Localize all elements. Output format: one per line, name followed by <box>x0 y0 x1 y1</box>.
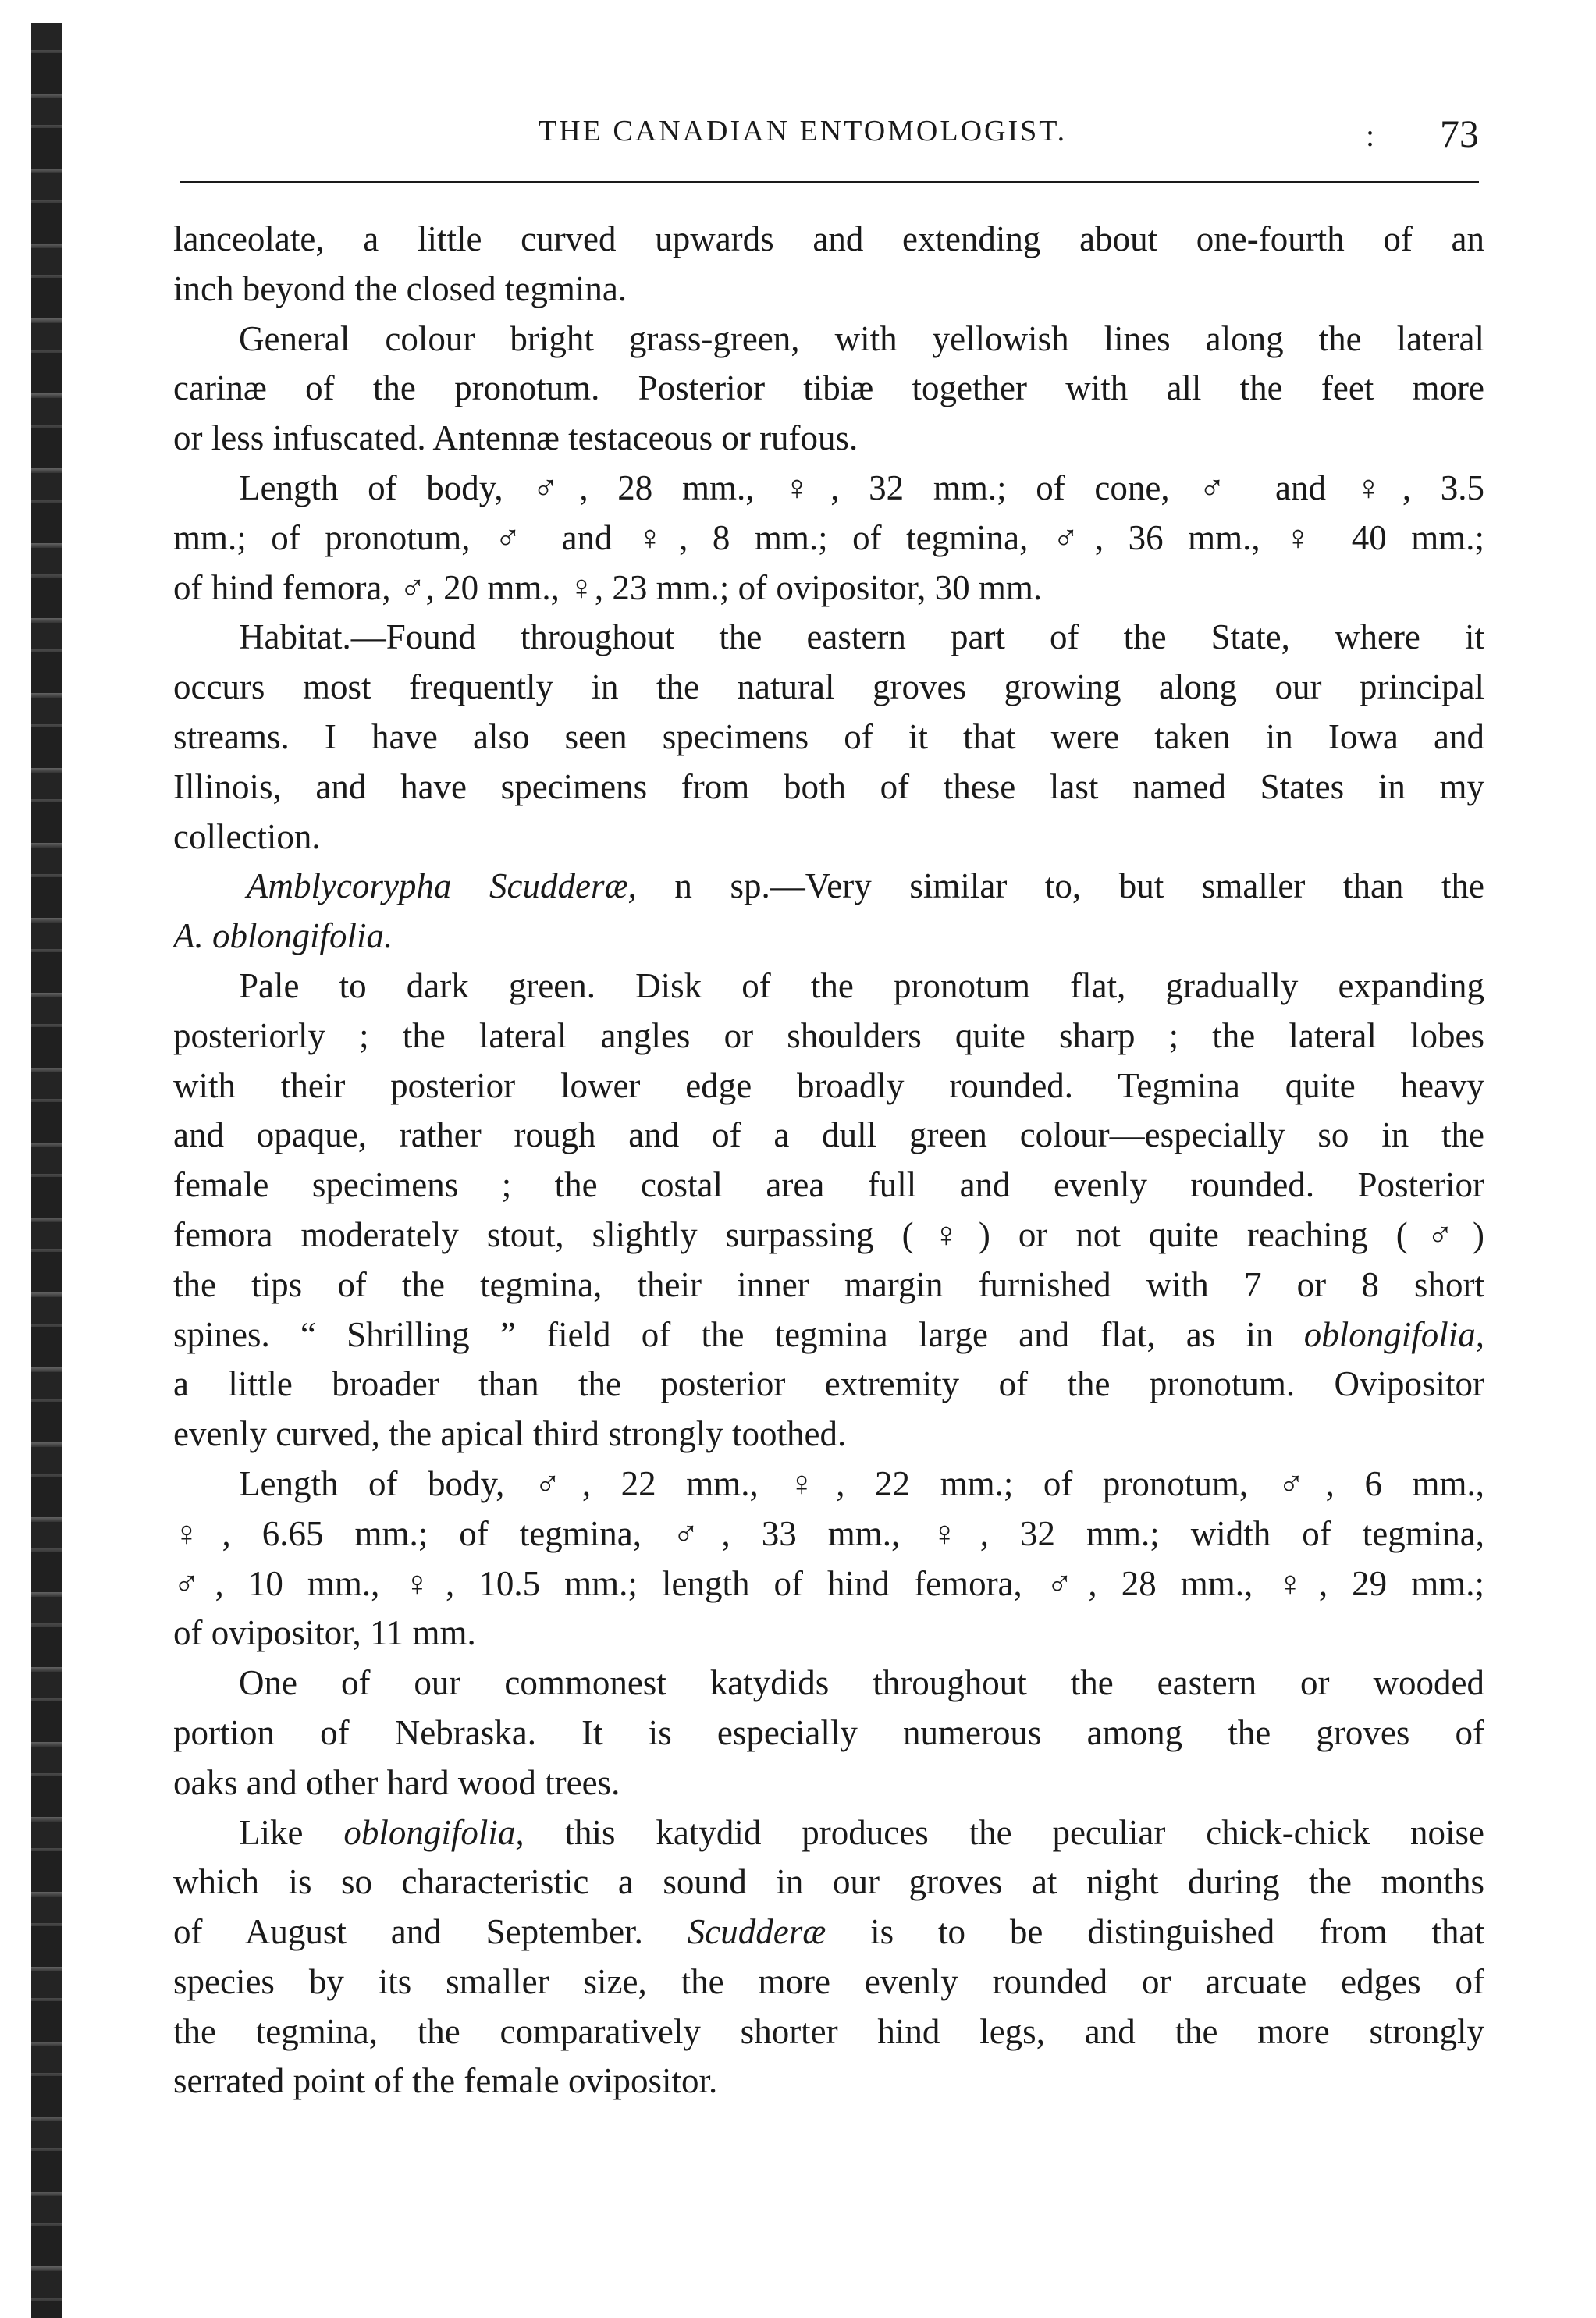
text-line: inch beyond the closed tegmina. <box>173 268 627 308</box>
text-line: of ovipositor, 11 mm. <box>173 1613 476 1653</box>
text-line: serrated point of the female ovipositor. <box>173 2061 718 2101</box>
text-line: Pale to dark green. Disk of the pronotum flat, gradually expanding <box>239 965 1484 1005</box>
text-line: and opaque, rather rough and of a dull green colour—especially so in the <box>173 1115 1484 1155</box>
text-segment: spines. “ Shrilling ” field of the tegmina large and flat, as in <box>173 1314 1304 1354</box>
header-rule <box>180 181 1479 183</box>
text-segment: this katydid produces the peculiar chick-chick noise <box>524 1812 1484 1852</box>
scanned-binding-edge <box>31 23 62 2318</box>
text-line: mm.; of pronotum, ♂ and ♀, 8 mm.; of tegmina, ♂, 36 mm., ♀ 40 mm.; <box>173 517 1484 557</box>
text-line <box>173 1907 1484 1957</box>
text-line: Illinois, and have specimens from both of these last named States in my <box>173 766 1484 806</box>
text-line: Length of body, ♂, 22 mm., ♀, 22 mm.; of pronotum, ♂, 6 mm., <box>239 1463 1484 1503</box>
text-line: ♀, 6.65 mm.; of tegmina, ♂, 33 mm., ♀, 32 mm.; width of tegmina, <box>173 1513 1484 1553</box>
text-line: ♂, 10 mm., ♀, 10.5 mm.; length of hind femora, ♂, 28 mm., ♀, 29 mm.; <box>173 1563 1484 1603</box>
text-line: lanceolate, a little curved upwards and extending about one-fourth of an <box>173 219 1484 258</box>
text-line: Length of body, ♂, 28 mm., ♀, 32 mm.; of cone, ♂ and ♀, 3.5 <box>239 468 1484 507</box>
text-line <box>173 1310 1484 1360</box>
species-description: n sp.—Very similar to, but smaller than the <box>636 866 1484 906</box>
text-line: streams. I have also seen specimens of it that were taken in Iowa and <box>173 716 1484 756</box>
text-line <box>173 1808 1484 1858</box>
species-reference: A. oblongifolia. <box>173 916 393 956</box>
running-title: THE CANADIAN ENTOMOLOGIST. <box>539 115 1068 148</box>
species-reference: Scudderæ <box>687 1912 826 1952</box>
text-line: One of our commonest katydids throughout the eastern or wooded <box>239 1663 1484 1703</box>
text-line: oaks and other hard wood trees. <box>173 1762 620 1802</box>
text-line <box>173 912 1484 962</box>
text-line: carinæ of the pronotum. Posterior tibiæ together with all the feet more <box>173 368 1484 408</box>
text-line: the tips of the tegmina, their inner margin furnished with 7 or 8 short <box>173 1264 1484 1304</box>
text-line: of hind femora, ♂, 20 mm., ♀, 23 mm.; of ovipositor, 30 mm. <box>173 567 1043 607</box>
text-line: collection. <box>173 816 321 856</box>
page-number: 73 <box>1440 112 1479 155</box>
text-line: female specimens ; the costal area full and evenly rounded. Posterior <box>173 1165 1484 1205</box>
page-header <box>180 114 1479 161</box>
body-text <box>173 215 1484 2106</box>
text-line: or less infuscated. Antennæ testaceous or rufous. <box>173 418 858 458</box>
text-line: a little broader than the posterior extremity of the pronotum. Ovipositor <box>173 1364 1484 1404</box>
text-segment: Like <box>239 1812 344 1852</box>
text-line: occurs most frequently in the natural groves growing along our principal <box>173 667 1484 707</box>
text-segment: of August and September. <box>173 1912 688 1952</box>
species-heading-line <box>173 862 1484 912</box>
text-line: portion of Nebraska. It is especially numerous among the groves of <box>173 1712 1484 1752</box>
text-line: posteriorly ; the lateral angles or shoulders quite sharp ; the lateral lobes <box>173 1015 1484 1055</box>
text-segment: is to be distinguished from that <box>826 1912 1484 1952</box>
text-line: femora moderately stout, slightly surpassing (♀) or not quite reaching (♂) <box>173 1214 1484 1254</box>
text-line: species by its smaller size, the more evenly rounded or arcuate edges of <box>173 1961 1484 2001</box>
text-line: Habitat.—Found throughout the eastern part of the State, where it <box>239 617 1484 657</box>
header-colon: : <box>1366 118 1375 153</box>
text-line: with their posterior lower edge broadly rounded. Tegmina quite heavy <box>173 1065 1484 1105</box>
species-name: Amblycorypha Scudderæ, <box>247 866 637 906</box>
text-line: evenly curved, the apical third strongly toothed. <box>173 1414 847 1454</box>
text-line: the tegmina, the comparatively shorter hind legs, and the more strongly <box>173 2011 1484 2051</box>
text-line: which is so characteristic a sound in our groves at night during the months <box>173 1862 1484 1902</box>
species-reference: oblongifolia, <box>343 1812 524 1852</box>
species-reference: oblongifolia, <box>1303 1314 1484 1354</box>
text-line: General colour bright grass-green, with yellowish lines along the lateral <box>239 318 1484 358</box>
